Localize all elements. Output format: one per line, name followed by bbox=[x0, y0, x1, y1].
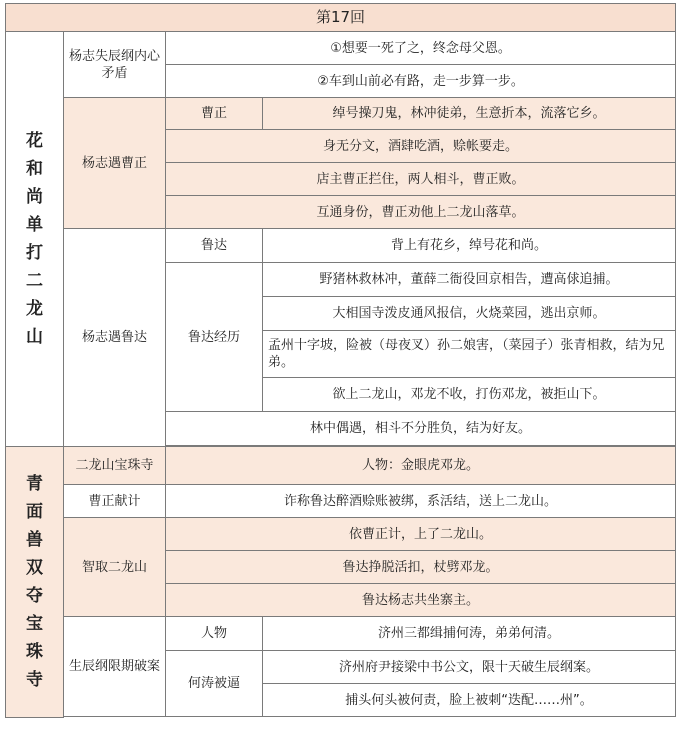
chapter-char: 和 bbox=[26, 159, 43, 179]
event-cell: 济州三都缉捕何涛，弟弟何清。 bbox=[263, 617, 676, 651]
sub-label: 何涛被逼 bbox=[166, 651, 263, 717]
group-label: 杨志遇曹正 bbox=[64, 98, 166, 229]
sub-label: 鲁达经历 bbox=[166, 263, 263, 412]
table-row bbox=[6, 98, 676, 130]
group-label: 生辰纲限期破案 bbox=[64, 617, 166, 717]
chapter-char: 兽 bbox=[26, 530, 43, 550]
group-label: 智取二龙山 bbox=[64, 518, 166, 617]
event-cell: 捕头何头被何责，脸上被刺“迭配……州”。 bbox=[263, 684, 676, 717]
sub-label: 人物 bbox=[166, 617, 263, 651]
table-row bbox=[6, 447, 676, 485]
chapter-char: 二 bbox=[26, 271, 43, 291]
chapter-label-2 bbox=[6, 447, 64, 718]
event-cell: 依曹正计，上了二龙山。 bbox=[166, 518, 676, 551]
table-row bbox=[6, 617, 676, 651]
chapter-char: 单 bbox=[26, 215, 43, 235]
title-row bbox=[6, 4, 676, 32]
event-cell: 林中偶遇，相斗不分胜负，结为好友。 bbox=[166, 412, 676, 446]
event-cell: 店主曹正拦住，两人相斗，曹正败。 bbox=[166, 163, 676, 196]
event-cell: 人物：金眼虎邓龙。 bbox=[166, 447, 676, 485]
event-cell: 背上有花乡，绰号花和尚。 bbox=[263, 229, 676, 263]
event-cell: 鲁达挣脱活扣，杖劈邓龙。 bbox=[166, 551, 676, 584]
table-row bbox=[6, 32, 676, 65]
chapter-char: 珠 bbox=[26, 642, 43, 662]
chapter-label-text bbox=[6, 470, 63, 694]
table-title: 第17回 bbox=[6, 4, 676, 32]
event-cell: 诈称鲁达醉酒赊账被绑，系活结，送上二龙山。 bbox=[166, 485, 676, 518]
chapter-char: 山 bbox=[26, 327, 43, 347]
group-label: 曹正献计 bbox=[64, 485, 166, 518]
event-cell: 野猪林救林冲，董薛二衙役回京相告，遭高俅追捕。 bbox=[263, 263, 676, 297]
chapter-char: 宝 bbox=[26, 614, 43, 634]
sub-label: 鲁达 bbox=[166, 229, 263, 263]
spacer-row bbox=[6, 717, 676, 718]
chapter-char: 龙 bbox=[26, 299, 43, 319]
group-label: 二龙山宝珠寺 bbox=[64, 447, 166, 485]
chapter-char: 青 bbox=[26, 474, 43, 494]
chapter-char: 夺 bbox=[26, 586, 43, 606]
sub-label: 曹正 bbox=[166, 98, 263, 130]
event-cell: 济州府尹接梁中书公文，限十天破生辰纲案。 bbox=[263, 651, 676, 684]
event-cell: 孟州十字坡，险被（母夜叉）孙二娘害，（菜园子）张青相救，结为兄弟。 bbox=[263, 331, 676, 378]
chapter-char: 双 bbox=[26, 558, 43, 578]
chapter-char: 尚 bbox=[26, 187, 43, 207]
group-label: 杨志失辰纲内心矛盾 bbox=[64, 32, 166, 98]
table-row bbox=[6, 229, 676, 263]
outline-table-wrapper bbox=[5, 3, 676, 718]
event-cell: ①想要一死了之，终念母父恩。 bbox=[166, 32, 676, 65]
chapter-char: 打 bbox=[26, 243, 43, 263]
chapter-char: 花 bbox=[26, 131, 43, 151]
event-cell: 互通身份，曹正劝他上二龙山落草。 bbox=[166, 196, 676, 229]
event-cell: 绰号操刀鬼，林冲徒弟，生意折本，流落它乡。 bbox=[263, 98, 676, 130]
event-cell: ②车到山前必有路，走一步算一步。 bbox=[166, 65, 676, 98]
event-cell: 欲上二龙山，邓龙不收，打伤邓龙，被拒山下。 bbox=[263, 378, 676, 412]
chapter-char: 面 bbox=[26, 502, 43, 522]
table-row bbox=[6, 518, 676, 551]
chapter-outline-table bbox=[5, 3, 676, 718]
chapter-char: 寺 bbox=[26, 670, 43, 690]
chapter-label-text bbox=[6, 127, 63, 351]
group-label: 杨志遇鲁达 bbox=[64, 229, 166, 447]
event-cell: 大相国寺泼皮通风报信，火烧菜园，逃出京师。 bbox=[263, 297, 676, 331]
chapter-label-1 bbox=[6, 32, 64, 447]
event-cell: 鲁达杨志共坐寨主。 bbox=[166, 584, 676, 617]
table-row bbox=[6, 485, 676, 518]
event-cell: 身无分文，酒肆吃酒，赊帐要走。 bbox=[166, 130, 676, 163]
